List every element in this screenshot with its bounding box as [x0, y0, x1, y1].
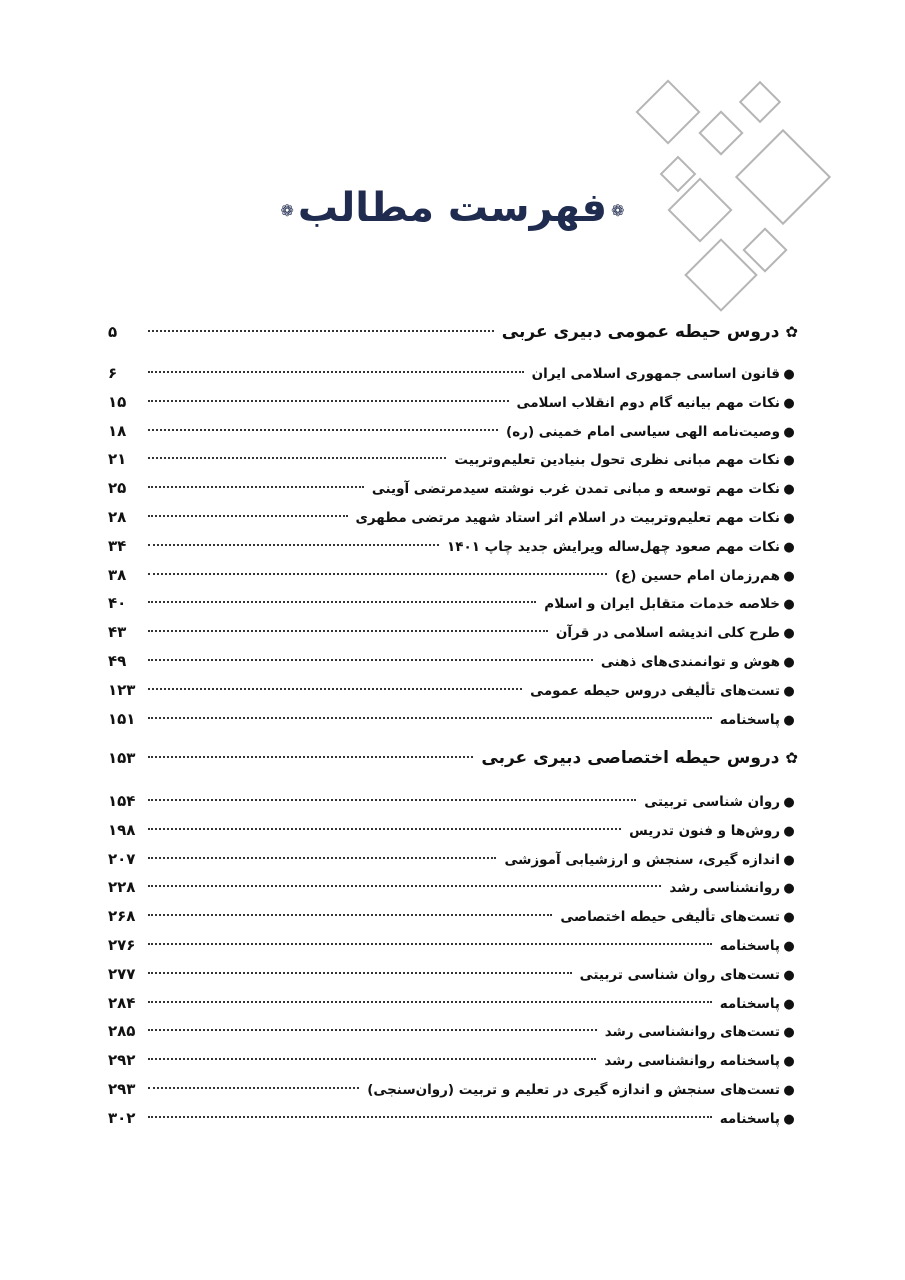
toc-entry[interactable]: [108, 965, 798, 994]
dot-leader: [148, 1058, 596, 1060]
toc-entry-page: ۳۰۲: [108, 1108, 136, 1127]
dot-leader: [148, 371, 524, 373]
bullet-icon: ●: [783, 424, 795, 440]
toc-entry[interactable]: [108, 508, 798, 537]
toc-entry-page: ۲۰۷: [108, 849, 136, 868]
toc-entry[interactable]: [108, 479, 798, 508]
toc-entry-page: ۱۸: [108, 421, 127, 440]
toc-section-general: [108, 322, 798, 738]
bullet-icon: ●: [783, 823, 795, 839]
page-title-text: فهرست مطالب: [297, 185, 608, 231]
toc-entry-page: ۲۹۳: [108, 1079, 136, 1098]
dot-leader: [148, 1116, 712, 1118]
dot-leader: [148, 799, 636, 801]
bullet-icon: ●: [783, 852, 795, 868]
toc-entry[interactable]: [108, 594, 798, 623]
toc-entry[interactable]: [108, 1022, 798, 1051]
bullet-icon: ●: [783, 683, 795, 699]
toc-entry-label: پاسخنامه: [719, 995, 780, 1012]
bullet-icon: ●: [783, 1054, 795, 1070]
bullet-icon: ●: [783, 910, 795, 926]
toc-entry-page: ۲۷۶: [108, 935, 136, 954]
toc-entry-label: نکات مهم توسعه و مبانی تمدن غرب نوشته سیدمرتضی آوینی: [371, 481, 780, 498]
dot-leader: [148, 400, 509, 402]
toc-list: [108, 364, 798, 738]
toc-entry-page: ۲۶۸: [108, 907, 136, 926]
section-page-number: ۵: [108, 323, 118, 341]
toc-section-specialized: [108, 748, 798, 1138]
toc-entry-label: تست‌های روانشناسی رشد: [604, 1024, 780, 1041]
toc-entry-label: طرح کلی اندیشه اسلامی در قرآن: [555, 625, 780, 642]
dot-leader: [148, 515, 348, 517]
toc-entry-label: پاسخنامه: [719, 1110, 780, 1127]
toc-entry-label: پاسخنامه روانشناسی رشد: [604, 1053, 780, 1070]
title-ornament-icon: ❁: [611, 200, 625, 220]
dot-leader: [148, 857, 496, 859]
bullet-icon: ●: [783, 482, 795, 498]
dot-leader: [148, 885, 661, 887]
toc-entry-page: ۱۵۱: [108, 709, 136, 728]
toc-entry-label: پاسخنامه: [719, 711, 780, 728]
dot-leader: [148, 1087, 359, 1089]
toc-entry-page: ۳۸: [108, 565, 127, 584]
toc-entry-page: ۱۵۴: [108, 792, 136, 810]
bullet-icon: ●: [783, 539, 795, 555]
toc-entry-label: نکات مهم صعود چهل‌ساله ویرایش جدید چاپ ۱۴۰۱: [446, 538, 780, 555]
bullet-icon: ●: [783, 996, 795, 1012]
toc-entry-label: نکات مهم مبانی نظری تحول بنیادین تعلیم‌وتربیت: [454, 452, 780, 469]
bullet-icon: ●: [783, 712, 795, 728]
toc-entry-page: ۲۵: [108, 479, 127, 498]
toc-entry[interactable]: [108, 936, 798, 965]
toc-entry-page: ۱۹۸: [108, 820, 136, 839]
title-ornament-icon: ❁: [280, 200, 294, 220]
toc-entry[interactable]: [108, 652, 798, 681]
dot-leader: [148, 601, 536, 603]
toc-entry-label: روش‌ها و فنون تدریس: [629, 822, 780, 839]
flower-bullet-icon: ✿: [785, 749, 798, 767]
dot-leader: [148, 688, 522, 690]
toc-entry[interactable]: [108, 850, 798, 879]
dot-leader: [148, 573, 607, 575]
toc-entry-label: نکات مهم بیانیه گام دوم انقلاب اسلامی: [516, 394, 780, 411]
dot-leader: [148, 756, 473, 758]
bullet-icon: ●: [783, 453, 795, 469]
toc-entry-page: ۴۳: [108, 623, 127, 642]
bullet-icon: ●: [783, 967, 795, 983]
bullet-icon: ●: [783, 938, 795, 954]
dot-leader: [148, 914, 552, 916]
section-page-number: ۱۵۳: [108, 749, 136, 767]
dot-leader: [148, 486, 364, 488]
toc-entry[interactable]: [108, 907, 798, 936]
toc-entry-label: تست‌های سنجش و اندازه گیری در تعلیم و تربیت (روان‌سنجی): [367, 1081, 780, 1098]
bullet-icon: ●: [783, 510, 795, 526]
toc-entry-page: ۱۲۳: [108, 680, 136, 699]
toc-entry-label: پاسخنامه: [719, 937, 780, 954]
toc-entry[interactable]: [108, 566, 798, 595]
dot-leader: [148, 828, 621, 830]
toc-entry-label: تست‌های تألیفی حیطه اختصاصی: [560, 909, 780, 926]
toc-entry[interactable]: [108, 792, 798, 821]
toc-entry-page: ۲۸۵: [108, 1022, 136, 1041]
toc-entry-page: ۱۵: [108, 392, 127, 411]
dot-leader: [148, 457, 446, 459]
toc-entry-label: هم‌رزمان امام حسین (ع): [614, 567, 780, 584]
toc-entry-label: روانشناسی رشد: [669, 880, 780, 897]
bullet-icon: ●: [783, 568, 795, 584]
dot-leader: [148, 1029, 597, 1031]
toc-entry[interactable]: [108, 422, 798, 451]
toc-entry[interactable]: [108, 710, 798, 739]
toc-entry-page: ۲۸۴: [108, 993, 136, 1012]
bullet-icon: ●: [783, 1082, 795, 1098]
toc-entry-page: ۲۲۸: [108, 878, 136, 897]
toc-entry-label: اندازه گیری، سنجش و ارزشیابی آموزشی: [504, 851, 780, 868]
toc-entry[interactable]: [108, 393, 798, 422]
toc-entry[interactable]: [108, 623, 798, 652]
dot-leader: [148, 630, 548, 632]
toc-entry-page: ۳۴: [108, 536, 127, 555]
page-title: [0, 185, 905, 231]
dot-leader: [148, 972, 572, 974]
toc-entry[interactable]: [108, 450, 798, 479]
bullet-icon: ●: [783, 395, 795, 411]
section-heading-label: دروس حیطه اختصاصی دبیری عربی: [481, 748, 780, 768]
dot-leader: [148, 429, 498, 431]
toc-entry-label: تست‌های تألیفی دروس حیطه عمومی: [530, 682, 780, 699]
toc-entry-page: ۲۱: [108, 450, 127, 469]
section-heading[interactable]: [108, 748, 798, 782]
toc-entry-page: ۲۸: [108, 507, 127, 526]
toc-entry-page: ۲۹۲: [108, 1051, 136, 1070]
dot-leader: [148, 1001, 712, 1003]
toc-entry[interactable]: [108, 994, 798, 1023]
dot-leader: [148, 330, 494, 332]
toc-entry[interactable]: [108, 821, 798, 850]
toc-entry-page: ۴۹: [108, 651, 127, 670]
toc-entry[interactable]: [108, 1109, 798, 1138]
toc-entry-label: هوش و توانمندی‌های ذهنی: [600, 653, 780, 670]
dot-leader: [148, 717, 712, 719]
bullet-icon: ●: [783, 626, 795, 642]
bullet-icon: ●: [783, 881, 795, 897]
toc-entry-label: نکات مهم تعلیم‌وتربیت در اسلام اثر استاد شهید مرتضی مطهری: [355, 509, 780, 526]
toc-entry-label: خلاصه خدمات متقابل ایران و اسلام: [544, 596, 780, 613]
toc-entry[interactable]: [108, 364, 798, 393]
bullet-icon: ●: [783, 597, 795, 613]
bullet-icon: ●: [783, 1111, 795, 1127]
dot-leader: [148, 943, 712, 945]
toc-entry-label: تست‌های روان شناسی تربیتی: [579, 966, 780, 983]
toc-entry[interactable]: [108, 537, 798, 566]
dot-leader: [148, 659, 593, 661]
toc-entry-page: ۴۰: [108, 594, 127, 613]
toc-entry-label: وصیت‌نامه الهی سیاسی امام خمینی (ره): [506, 423, 780, 440]
bullet-icon: ●: [783, 795, 795, 810]
bullet-icon: ●: [783, 654, 795, 670]
toc-entry[interactable]: [108, 1080, 798, 1109]
bullet-icon: ●: [783, 367, 795, 382]
toc-entry-label: قانون اساسی جمهوری اسلامی ایران: [531, 366, 780, 382]
toc-entry[interactable]: [108, 681, 798, 710]
toc-entry[interactable]: [108, 1051, 798, 1080]
toc-entry-page: ۶: [108, 364, 118, 382]
toc-list: [108, 792, 798, 1138]
dot-leader: [148, 544, 439, 546]
toc-entry-page: ۲۷۷: [108, 964, 136, 983]
bullet-icon: ●: [783, 1025, 795, 1041]
flower-bullet-icon: ✿: [785, 323, 798, 341]
section-heading[interactable]: [108, 322, 798, 356]
section-heading-label: دروس حیطه عمومی دبیری عربی: [501, 322, 780, 342]
toc-entry-label: روان شناسی تربیتی: [644, 794, 780, 810]
toc-entry[interactable]: [108, 878, 798, 907]
